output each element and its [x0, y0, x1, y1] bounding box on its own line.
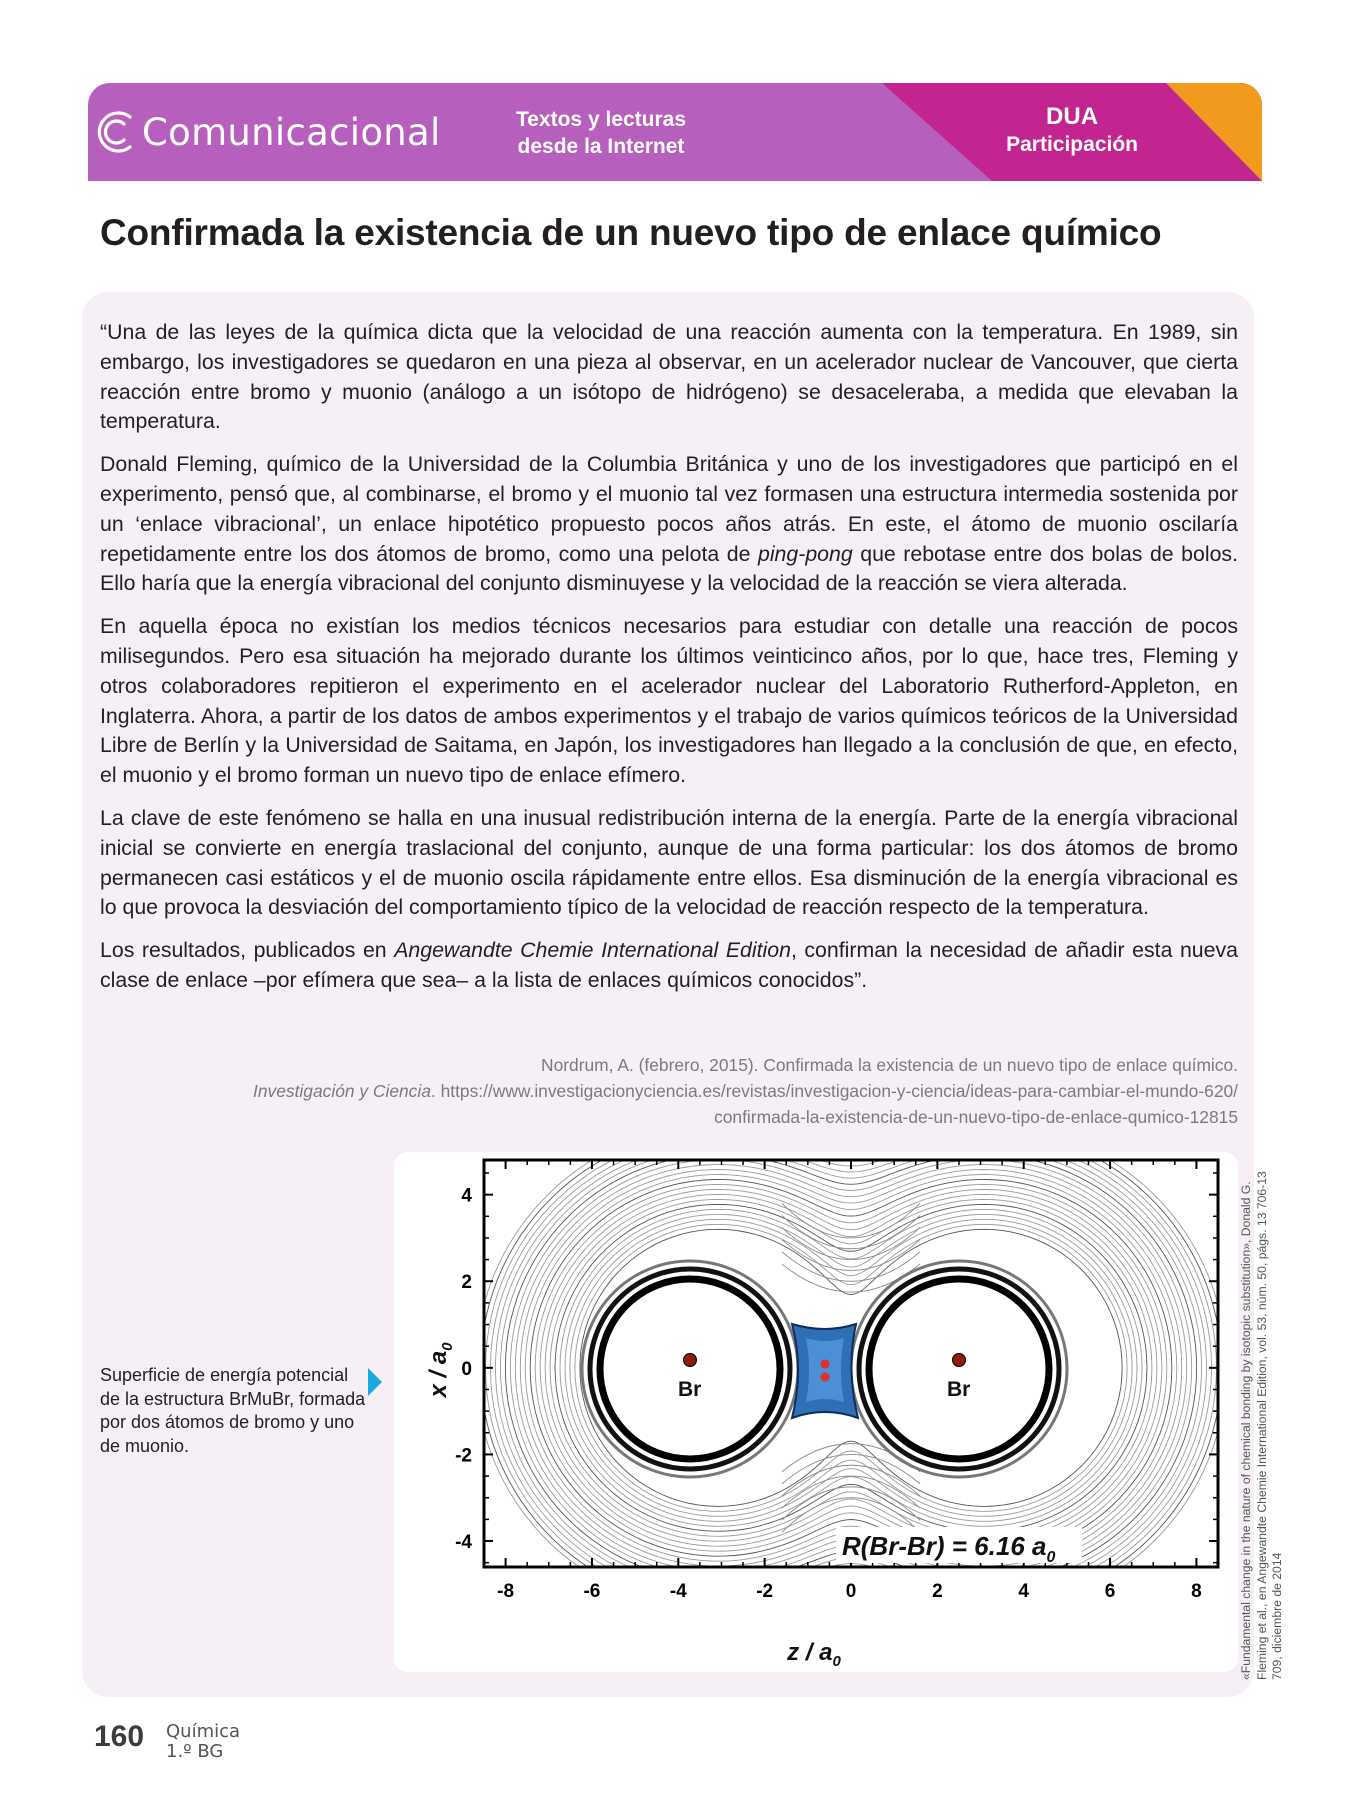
area-title: Comunicacional — [142, 111, 441, 154]
bromine-atom-left-icon — [684, 1354, 697, 1367]
annotation-subscript: 0 — [1046, 1549, 1056, 1566]
citation-url-1[interactable]: . https://www.investigacionyciencia.es/revistas/investigacion-y-ciencia/ideas-para-cambiar-el-mundo-620/ — [430, 1081, 1238, 1101]
image-credit: «Fundamental change in the nature of chemical bonding by isotopic substitution», Donald G. Fleming et al., en Angewandte Chemie International Edition, vol. 53, núm. 50, págs. 13 706-13 709, diciembre de 2014 — [1239, 1171, 1284, 1680]
section-subtitle — [486, 106, 716, 160]
subject-name: Química — [166, 1721, 241, 1742]
citation — [138, 1052, 1238, 1130]
paragraph-4: La clave de este fenómeno se halla en una inusual redistribución interna de la energía. Parte de la energía vibracional inicial se convierte en energía traslacional del conjunto, aunque de una forma particular: los dos átomos de bromo permanecen casi estáticos y el de muonio oscila rápidamente entre ellos. Esa disminución de la energía vibracional es lo que provoca la desviación del comportamiento típico de la velocidad de reacción respecto de la temperatura. — [100, 805, 1238, 920]
citation-journal: Investigación y Ciencia — [253, 1081, 431, 1101]
y-tick-label: 4 — [461, 1185, 472, 1207]
paragraph-5-b: , confirman la necesidad de añadir esta nueva clase de enlace –por efímera que sea– a la lista de enlaces químicos conocidos”. — [100, 938, 1238, 992]
potential-energy-plot — [394, 1152, 1238, 1672]
header-banner — [88, 83, 1262, 181]
svg-text:R(Br-Br) = 6.16 a0 — [842, 1531, 1055, 1566]
x-tick-label: 2 — [932, 1581, 943, 1602]
comunicacional-logo-icon — [90, 105, 144, 159]
paragraph-2-a: Donald Fleming, químico de la Universidad de la Columbia Británica y uno de los investigadores que participó en el experimento, pensó que, al combinarse, el bromo y el muonio tal vez formasen una estructura intermedia sostenida por un ‘enlace vibracional’, un enlace hipotético propuesto pocos años atrás. En este, el átomo de muonio oscilaría repetidamente entre los dos átomos de bromo, como una pelota de — [100, 452, 1238, 566]
saddle-contour — [782, 1252, 920, 1281]
page-number: 160 — [94, 1720, 145, 1753]
footer-subject — [166, 1722, 240, 1762]
citation-line-1: Nordrum, A. (febrero, 2015). Confirmada la existencia de un nuevo tipo de enlace químico. — [541, 1055, 1238, 1075]
muonium-region — [792, 1324, 858, 1418]
paragraph-5 — [100, 936, 1238, 996]
y-tick-label: -2 — [455, 1445, 472, 1467]
x-axis-label — [786, 1639, 841, 1670]
svg-text:x / a0 — [425, 1342, 456, 1400]
citation-url-2[interactable]: confirmada-la-existencia-de-un-nuevo-tipo-de-enlace-qumico-12815 — [714, 1107, 1238, 1127]
x-tick-label: 6 — [1104, 1581, 1116, 1602]
y-axis-label — [425, 1342, 456, 1400]
x-tick-label: -6 — [583, 1581, 601, 1602]
figure-card — [394, 1152, 1238, 1672]
x-tick-label: 0 — [845, 1581, 857, 1602]
page-title: Confirmada la existencia de un nuevo tipo de enlace químico — [100, 212, 1162, 253]
dua-label — [1006, 103, 1138, 159]
dua-subtitle: Participación — [1006, 133, 1138, 156]
svg-text:z / a0 — [786, 1639, 841, 1670]
paragraph-2-emphasis: ping-pong — [757, 541, 853, 566]
article-body — [100, 318, 1238, 1009]
y-tick-label: 0 — [461, 1358, 472, 1380]
x-axis-label-sub: 0 — [832, 1653, 841, 1670]
y-tick-label: -4 — [455, 1532, 472, 1554]
bromine-well-right — [851, 1261, 1067, 1477]
bond-distance-annotation — [836, 1527, 1082, 1566]
y-axis-label-sub: 0 — [439, 1342, 456, 1351]
x-tick-label: -8 — [497, 1581, 515, 1602]
bromine-atom-right-icon — [953, 1354, 966, 1367]
subtitle-line-2: desde la Internet — [517, 135, 685, 158]
paragraph-5-a: Los resultados, publicados en — [100, 938, 395, 963]
x-axis-label-text: z / a — [787, 1639, 833, 1666]
bromine-well-left — [582, 1261, 798, 1477]
y-axis-label-text: x / a — [425, 1350, 452, 1398]
subtitle-line-1: Textos y lecturas — [515, 108, 687, 131]
muonium-atom-icon — [821, 1360, 830, 1369]
dua-title: DUA — [1046, 103, 1099, 130]
subject-grade: 1.º BG — [166, 1741, 224, 1762]
paragraph-2 — [100, 450, 1238, 599]
journal-name: Angewandte Chemie International Edition — [394, 938, 791, 963]
y-tick-label: 2 — [461, 1272, 472, 1294]
x-tick-label: 4 — [1018, 1581, 1029, 1602]
paragraph-3: En aquella época no existían los medios técnicos necesarios para estudiar con detalle una reacción de pocos milisegundos. Pero esa situación ha mejorado durante los últimos veinticinco años, por lo que, hace tres, Fleming y otros colaboradores repitieron el experimento en el acelerador nuclear del Laboratorio Rutherford-Appleton, en Inglaterra. Ahora, a partir de los datos de ambos experimentos y el trabajo de varios químicos teóricos de la Universidad Libre de Berlín y la Universidad de Saitama, en Japón, los investigadores han llegado a la conclusión de que, en efecto, el muonio y el bromo forman un nuevo tipo de enlace efímero. — [100, 614, 1238, 788]
citation-line-2 — [138, 1078, 1238, 1104]
paragraph-1: “Una de las leyes de la química dicta que la velocidad de una reacción aumenta con la temperatura. En 1989, sin embargo, los investigadores se quedaron en una pieza al observar, en un acelerador nuclear de Vancouver, que cierta reacción entre bromo y muonio (análogo a un isótopo de hidrógeno) se desaceleraba, a medida que elevaban la temperatura. — [100, 320, 1238, 434]
x-tick-label: -4 — [669, 1581, 687, 1602]
paragraph-2-b: que rebotase entre dos bolas de bolos. Ello haría que la energía vibracional del conjunto disminuyese y la velocidad de la reacción se viera alterada. — [100, 541, 1238, 596]
annotation-text: R(Br-Br) = 6.16 a — [842, 1531, 1047, 1561]
atom-label-right: Br — [947, 1378, 971, 1401]
caption-arrow-icon — [368, 1368, 382, 1396]
atom-label-left: Br — [678, 1378, 702, 1401]
figure-caption: Superficie de energía potencial de la estructura BrMuBr, formada por dos átomos de bromo y uno de muonio. — [100, 1365, 366, 1456]
x-tick-label: 8 — [1191, 1581, 1202, 1602]
x-tick-label: -2 — [756, 1581, 774, 1602]
